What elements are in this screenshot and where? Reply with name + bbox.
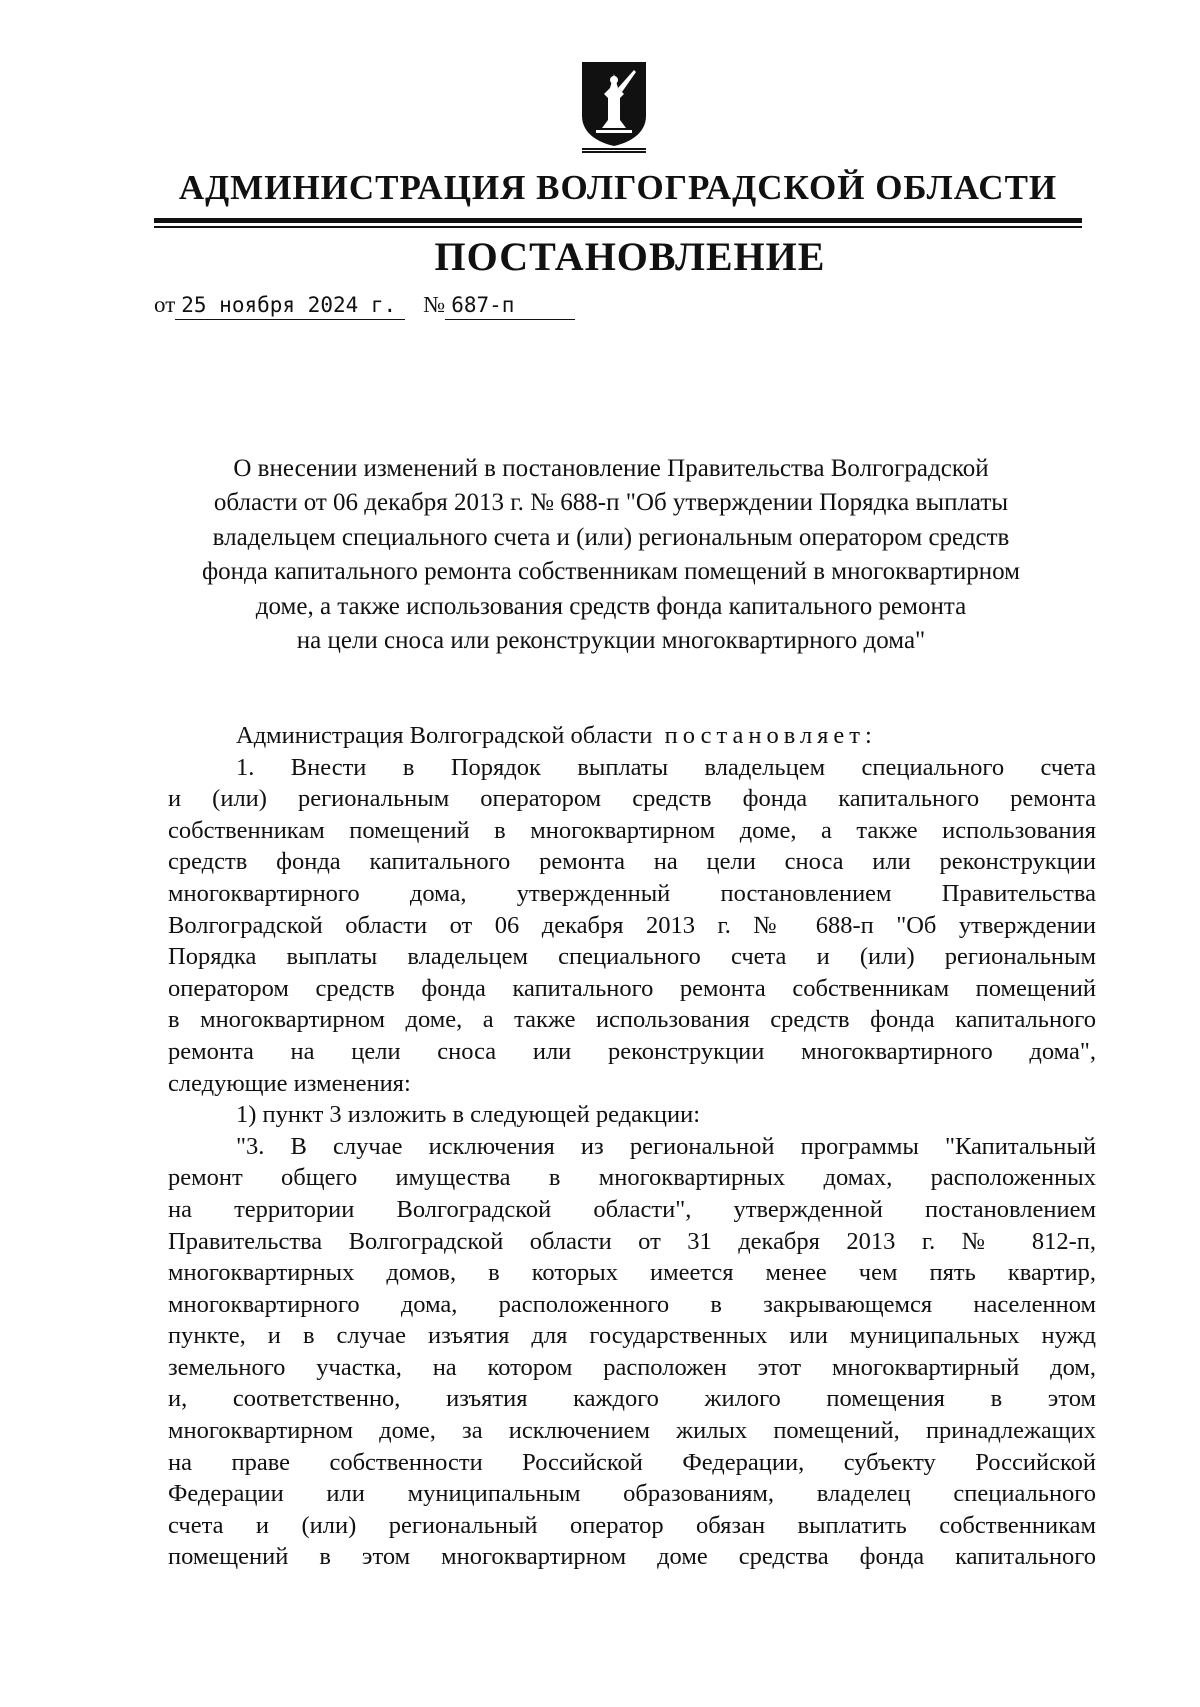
subject-line: области от 06 декабря 2013 г. № 688-п "Об утверждении Порядка выплаты [213,489,1009,517]
subject-line: доме, а также использования средств фонда капитального ремонта [255,592,967,620]
header-rule-thick [154,218,1082,223]
document-body [168,720,1096,1573]
document-meta [154,292,575,322]
subject-line: на цели сноса или реконструкции многоквартирного дома" [296,627,926,655]
body-line: Правительства Волгоградской области от 31 декабря 2013 г. № 812-п, [168,1227,1096,1255]
header-rule-thin [154,226,1082,228]
body-line: ремонт общего имущества в многоквартирных домах, расположенных [168,1164,1096,1192]
body-line: 1. Внести в Порядок выплаты владельцем специального счета [236,753,1096,781]
body-line: многоквартирном доме, за исключением жилых помещений, принадлежащих [168,1417,1096,1445]
number-prefix: № [423,292,446,317]
body-line: счета и (или) региональный оператор обязан выплатить собственникам [168,1511,1096,1539]
body-line: пункте, и в случае изъятия для государственных или муниципальных нужд [168,1322,1096,1350]
body-line: Волгоградской области от 06 декабря 2013 г. № 688-п "Об утверждении [168,911,1096,939]
body-line: и (или) региональным оператором средств фонда капитального ремонта [168,785,1096,813]
body-line: земельного участка, на котором расположен этот многоквартирный дом, [168,1353,1096,1381]
body-line: многоквартирных домов, в которых имеется менее чем пять квартир, [168,1259,1096,1287]
volgograd-emblem-icon [574,58,654,154]
body-line: следующие изменения: [168,1069,411,1097]
body-line: "3. В случае исключения из региональной программы "Капитальный [236,1132,1096,1160]
body-line: Федерации или муниципальным образованиям, владелец специального [168,1480,1096,1508]
body-line: в многоквартирном доме, а также использования средств фонда капитального [168,1006,1096,1034]
body-line: собственникам помещений в многоквартирном доме, а также использования [168,816,1096,844]
body-line: ремонта на цели сноса или реконструкции многоквартирного дома", [168,1037,1096,1065]
document-date: 25 ноября 2024 г. [175,292,405,320]
body-line: Порядка выплаты владельцем специального счета и (или) региональным [168,943,1096,971]
subject-line: владельцем специального счета и (или) региональным оператором средств [212,523,1010,551]
body-line: многоквартирного дома, утвержденный постановлением Правительства [168,879,1096,907]
body-line: средств фонда капитального ремонта на цели сноса или реконструкции [168,848,1096,876]
body-line: на территории Волгоградской области", утвержденной постановлением [168,1195,1096,1223]
body-line: и, соответственно, изъятия каждого жилого помещения в этом [168,1385,1096,1413]
body-line: на праве собственности Российской Федерации, субъекту Российской [168,1448,1096,1476]
subject-line: фонда капитального ремонта собственникам помещений в многоквартирном [201,558,1020,586]
body-line: оператором средств фонда капитального ремонта собственникам помещений [168,974,1096,1002]
subject-line: О внесении изменений в постановление Правительства Волгоградской [233,455,989,482]
document-type: ПОСТАНОВЛЕНИЕ [434,234,826,279]
document-subject [150,452,1072,658]
document-number: 687-п [445,292,575,320]
date-prefix: от [154,292,176,317]
body-line: многоквартирного дома, расположенного в закрывающемся населенном [168,1290,1096,1318]
organization-title: АДМИНИСТРАЦИЯ ВОЛГОГРАДСКОЙ ОБЛАСТИ [178,168,1058,207]
intro-verb: постановляет: [664,722,877,749]
intro-line [168,720,1096,752]
body-line: 1) пункт 3 изложить в следующей редакции: [236,1101,701,1129]
body-line: помещений в этом многоквартирном доме средства фонда капитального [168,1543,1096,1571]
intro-text: Администрация Волгоградской области [236,722,653,749]
